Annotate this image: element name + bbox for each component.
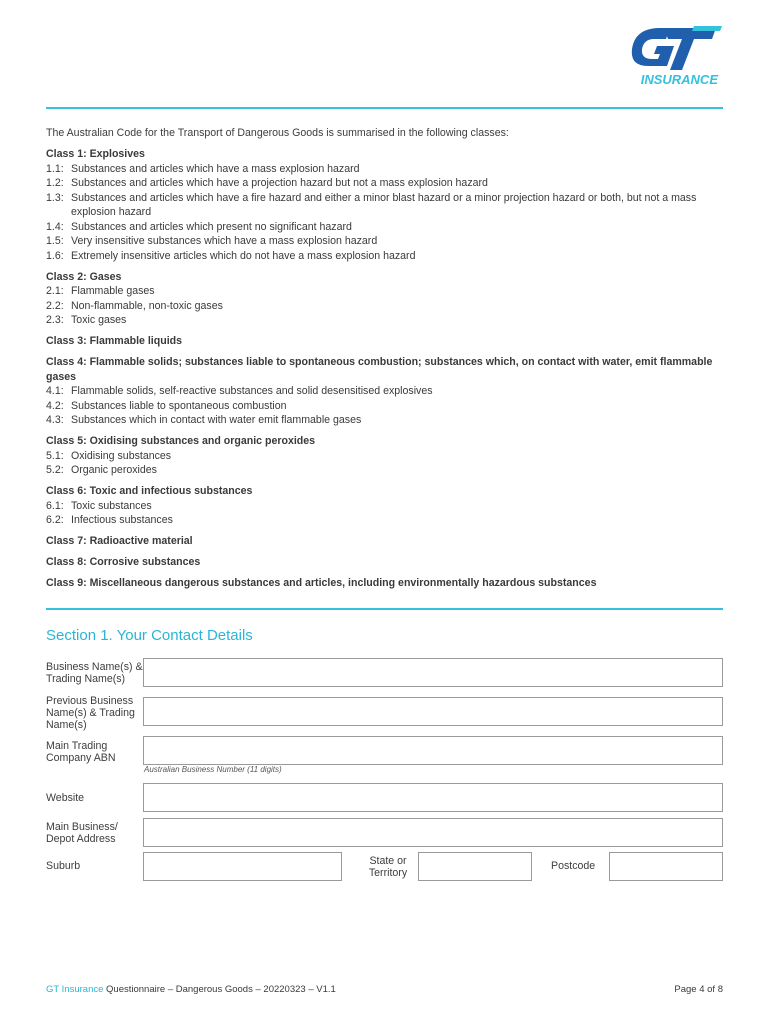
class-item-text: Substances and articles which have a fire hazard and either a minor blast hazard or a minor projection hazard or both, but not a mass explosion hazard — [71, 191, 697, 218]
class-title: Class 1: Explosives — [46, 148, 145, 160]
abn-field[interactable] — [143, 736, 723, 765]
class-item-text: Substances liable to spontaneous combustion — [71, 399, 287, 412]
state-label: State or Territory — [368, 855, 408, 879]
class-item-number: 1.3: — [46, 191, 64, 204]
class-item — [46, 249, 726, 264]
class-item-number: 2.3: — [46, 314, 64, 326]
class-item-number: 2.1: — [46, 285, 64, 297]
logo-word: INSURANCE — [640, 72, 718, 87]
class-item-number: 5.1: — [46, 449, 64, 462]
class-title: Class 6: Toxic and infectious substances — [46, 485, 253, 497]
class-item-number: 1.4: — [46, 220, 64, 233]
class-item-number: 1.5: — [46, 235, 64, 247]
address-field[interactable] — [143, 818, 723, 847]
class-item-text: Organic peroxides — [71, 464, 157, 476]
footer-doc-title: Questionnaire – Dangerous Goods – 20220323 – V1.1 — [103, 984, 336, 995]
class-title: Class 4: Flammable solids; substances liable to spontaneous combustion; substances which, on contact with water, emit flammable gases — [46, 356, 713, 383]
section-divider — [46, 608, 723, 610]
class-item — [46, 513, 726, 528]
class-item-text: Substances and articles which have a mass explosion hazard — [71, 162, 360, 175]
class-item — [46, 399, 726, 414]
class-item-text: Substances and articles which present no significant hazard — [71, 220, 352, 233]
class-item — [46, 191, 726, 220]
class-item-number: 6.2: — [46, 514, 64, 526]
class-block — [46, 334, 726, 349]
class-item-number: 6.1: — [46, 499, 64, 512]
footer-doc-info — [46, 984, 336, 995]
class-item-text: Non-flammable, non-toxic gases — [71, 299, 223, 312]
previous-name-field[interactable] — [143, 697, 723, 726]
postcode-label: Postcode — [551, 860, 596, 872]
class-item — [46, 463, 726, 478]
class-item-text: Toxic gases — [71, 314, 127, 326]
class-item-number: 4.2: — [46, 399, 64, 412]
class-item — [46, 299, 726, 314]
class-item-text: Extremely insensitive articles which do not have a mass explosion hazard — [71, 249, 416, 262]
class-item-text: Infectious substances — [71, 514, 173, 526]
footer-brand: GT Insurance — [46, 984, 104, 995]
class-block — [46, 270, 726, 328]
class-block — [46, 147, 726, 263]
previous-name-label: Previous Business Name(s) & Trading Name(s) — [46, 695, 135, 731]
state-field[interactable] — [418, 852, 532, 881]
class-block — [46, 355, 726, 428]
postcode-field[interactable] — [609, 852, 723, 881]
class-item-number: 1.2: — [46, 177, 64, 189]
class-item-text: Flammable gases — [71, 285, 155, 297]
class-item — [46, 176, 726, 191]
website-label: Website — [46, 792, 85, 804]
section-title: Section 1. Your Contact Details — [46, 627, 253, 644]
business-name-label: Business Name(s) & Trading Name(s) — [46, 661, 143, 685]
class-item — [46, 220, 726, 235]
suburb-field[interactable] — [143, 852, 342, 881]
class-item-number: 5.2: — [46, 464, 64, 476]
class-block — [46, 434, 726, 478]
class-item-number: 2.2: — [46, 299, 64, 312]
class-block — [46, 484, 726, 528]
class-item — [46, 162, 726, 177]
page-number: Page 4 of 8 — [674, 984, 723, 995]
suburb-label: Suburb — [46, 860, 81, 872]
class-item — [46, 313, 726, 328]
class-title: Class 3: Flammable liquids — [46, 335, 182, 347]
class-item-number: 4.1: — [46, 385, 64, 397]
class-item-text: Oxidising substances — [71, 449, 172, 462]
gt-insurance-logo — [630, 22, 722, 88]
class-item-text: Flammable solids, self-reactive substances and solid desensitised explosives — [71, 385, 433, 397]
intro-text: The Australian Code for the Transport of Dangerous Goods is summarised in the following classes: — [46, 127, 509, 139]
class-title: Class 9: Miscellaneous dangerous substances and articles, including environmentally hazardous substances — [46, 577, 597, 589]
class-title: Class 7: Radioactive material — [46, 535, 193, 547]
class-title: Class 2: Gases — [46, 270, 122, 283]
class-block — [46, 555, 726, 570]
class-item — [46, 284, 726, 299]
class-title: Class 8: Corrosive substances — [46, 556, 201, 568]
class-item-text: Substances and articles which have a projection hazard but not a mass explosion hazard — [71, 177, 488, 189]
class-block — [46, 576, 726, 591]
class-item-number: 1.1: — [46, 162, 64, 175]
address-label: Main Business/ Depot Address — [46, 821, 118, 845]
abn-label: Main Trading Company ABN — [46, 740, 116, 764]
class-item — [46, 499, 726, 514]
class-item-text: Toxic substances — [71, 499, 152, 512]
business-name-field[interactable] — [143, 658, 723, 687]
class-title: Class 5: Oxidising substances and organic peroxides — [46, 435, 316, 447]
class-item-text: Very insensitive substances which have a mass explosion hazard — [71, 235, 378, 247]
dangerous-goods-classes — [46, 147, 726, 597]
class-item-number: 4.3: — [46, 414, 64, 426]
class-block — [46, 534, 726, 549]
class-item-text: Substances which in contact with water emit flammable gases — [71, 414, 362, 426]
class-item — [46, 234, 726, 249]
class-item — [46, 413, 726, 428]
abn-hint: Australian Business Number (11 digits) — [144, 765, 282, 774]
class-item-number: 1.6: — [46, 249, 64, 262]
class-item — [46, 449, 726, 464]
website-field[interactable] — [143, 783, 723, 812]
top-divider — [46, 107, 723, 109]
class-item — [46, 384, 726, 399]
